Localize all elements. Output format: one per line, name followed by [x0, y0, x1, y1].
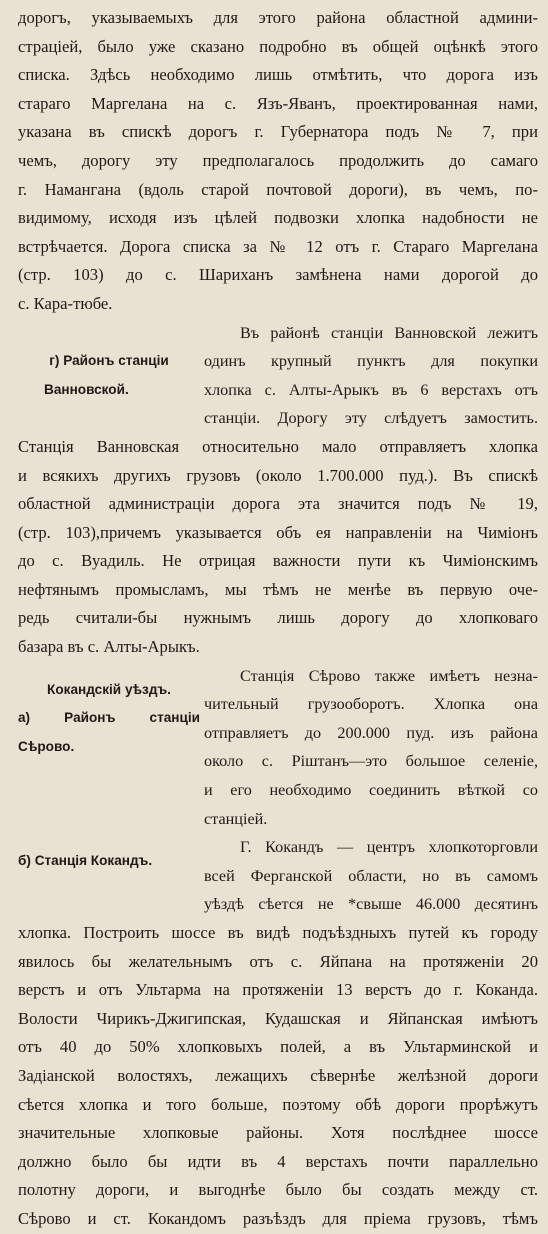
- text-line: нефтянымъ промысламъ, мы тѣмъ не менѣе въ первую оче-: [18, 579, 538, 599]
- text-line: Въ районѣ станцiи Ванновской лежитъ: [240, 323, 538, 342]
- section-kokand-uezd: [18, 662, 538, 834]
- full-paragraph: [18, 919, 538, 1234]
- text-line: дорогъ, указываемыхъ для этого района областной админи-: [18, 8, 538, 27]
- text-line: полотну дороги, и выгоднѣе было бы создать между ст.: [18, 1180, 538, 1200]
- side-paragraph: [204, 319, 538, 433]
- section-station-kokand: [18, 833, 538, 1233]
- text-line: списка. Здѣсь необходимо лишь отмѣтить, что дорога изъ: [18, 65, 538, 85]
- text-line: Станцiя Ванновская относительно мало отправляетъ хлопка: [18, 436, 538, 456]
- text-line: страцiей, было уже сказано подробно въ общей оцѣнкѣ этого: [18, 36, 538, 56]
- text-line: Станцiя Сѣрово также имѣетъ незна-: [240, 666, 538, 685]
- text-line: чемъ, дорогу эту предполагалось продолжить до самаго: [18, 150, 538, 170]
- text-line: явилось бы желательнымъ отъ с. Яйпана на протяженiи 20: [18, 951, 538, 971]
- text-line: одинъ крупный пунктъ для покупки: [204, 352, 538, 371]
- text-line: Г. Кокандъ — центръ хлопкоторговли: [240, 838, 538, 857]
- text-line: (стр. 103),причемъ указывается объ ея направленiи на Чимiонъ: [18, 522, 538, 542]
- side-heading-line: Кокандскiй уѣздъ.: [47, 681, 171, 697]
- text-line: верстъ и отъ Ультарма на протяженiи 13 верстъ до г. Коканда.: [18, 980, 538, 1000]
- text-line: областной администрацiи дорога эта значится подъ № 19,: [18, 494, 538, 514]
- side-paragraph: [204, 662, 538, 834]
- text-line: и всякихъ другихъ грузовъ (около 1.700.000 пуд.). Въ спискѣ: [18, 465, 538, 485]
- text-line: Волости Чирикъ-Джигипская, Кудашская и Яйпанская имѣютъ: [18, 1008, 538, 1028]
- text-line: и его необходимо соединить вѣткой со: [204, 781, 538, 800]
- text-line: до с. Вуадиль. Не отрицая важности пути къ Чимiонскимъ: [18, 551, 538, 571]
- text-line: указана въ спискѣ дорогъ г. Губернатора подъ № 7, при: [18, 122, 538, 142]
- side-heading-line: а) Районъ станцiи: [18, 710, 200, 726]
- side-paragraph: [204, 833, 538, 919]
- text-line: встрѣчается. Дорога списка за № 12 отъ г. Стараго Маргелана: [18, 236, 538, 256]
- text-line: сѣется хлопка и того больше, поэтому обѣ дороги прорѣжутъ: [18, 1094, 538, 1114]
- text-line: Задiанской волостяхъ, лежащихъ сѣвернѣе желѣзной дороги: [18, 1065, 538, 1085]
- side-heading-station-kokand: [18, 847, 200, 876]
- side-heading-line: Сѣрово.: [18, 738, 75, 754]
- text-line: г. Намангана (вдоль старой почтовой дороги), въ чемъ, по-: [18, 179, 538, 199]
- text-line: (стр. 103) до с. Шариханъ замѣнена нами дорогой до: [18, 265, 538, 285]
- text-line: с. Кара-тюбе.: [18, 293, 113, 313]
- side-heading-line: Ванновской.: [44, 381, 129, 397]
- text-line: хлопка с. Алты-Арыкъ въ 6 верстахъ отъ: [204, 380, 538, 399]
- side-heading-line: г) Районъ станцiи: [49, 353, 169, 369]
- text-line: видимому, исходя изъ цѣлей подвозки хлопка надобности не: [18, 208, 538, 228]
- text-line: уѣздѣ сѣется не *свыше 46.000 десятинъ: [204, 895, 538, 914]
- text-line: базара въ с. Алты-Арыкъ.: [18, 637, 200, 657]
- side-heading-vannovskaya: [18, 347, 200, 404]
- intro-paragraph: [18, 4, 538, 319]
- text-line: всей Ферганской области, но въ самомъ: [204, 866, 538, 885]
- text-line: должно было бы идти въ 4 верстахъ почти параллельно: [18, 1151, 538, 1171]
- side-heading-line: б) Станцiя Кокандъ.: [18, 853, 153, 869]
- full-paragraph: [18, 433, 538, 662]
- text-line: значительные хлопковые районы. Хотя послѣднее шоссе: [18, 1123, 538, 1143]
- side-heading-kokand: [18, 676, 200, 762]
- text-line: около с. Рiштанъ—это большое селенiе,: [204, 752, 538, 771]
- text-line: станцiей.: [204, 809, 268, 828]
- section-vannovskaya: [18, 319, 538, 662]
- text-line: отправляетъ до 200.000 пуд. изъ района: [204, 723, 538, 742]
- text-line: редь считали-бы нужнымъ лишь дорогу до хлопковаго: [18, 608, 538, 628]
- text-line: Сѣрово и ст. Кокандомъ разъѣздъ для прiема грузовъ, тѣмъ: [18, 1208, 538, 1228]
- text-line: отъ 40 до 50% хлопковыхъ полей, а въ Ультарминской и: [18, 1037, 538, 1057]
- text-line: хлопка. Построить шоссе въ видѣ подъѣздныхъ путей къ городу: [18, 923, 538, 942]
- text-line: станцiи. Дорогу эту слѣдуетъ замостить.: [204, 409, 538, 428]
- text-line: стараго Маргелана на с. Язъ-Яванъ, проектированная нами,: [18, 93, 538, 113]
- text-line: чительный грузооборотъ. Хлопка она: [204, 695, 538, 714]
